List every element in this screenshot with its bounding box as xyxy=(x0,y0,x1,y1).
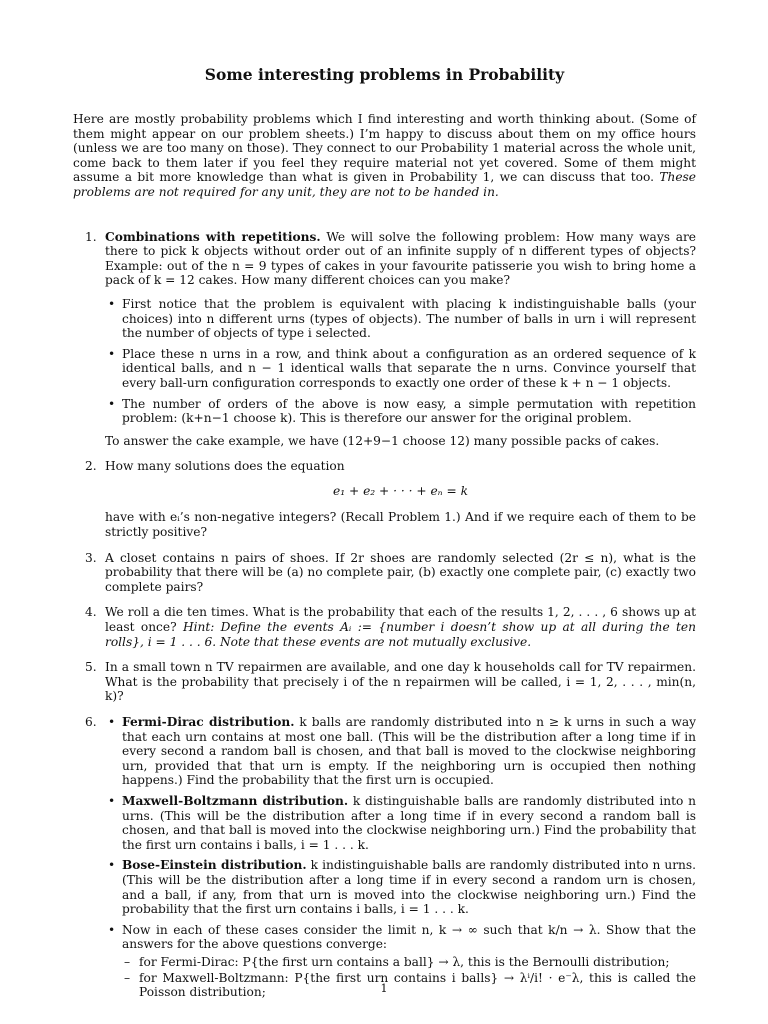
bullet-item xyxy=(105,858,696,916)
intro-paragraph xyxy=(73,112,696,200)
intro-italic-note: These problems are not required for any unit, they are not to be handed in. xyxy=(73,170,697,199)
problem-1-heading: Combinations with repetitions. xyxy=(105,229,321,244)
problem-5-text: In a small town n TV repairmen are available, and one day k households call for TV repairmen. What is the probability that precisely i of the n repairmen will be called, i = 1, 2, . . . , min(n, k)? xyxy=(105,660,696,704)
problem-2-text: How many solutions does the equation xyxy=(105,459,345,474)
problem-number: 2. xyxy=(85,459,97,474)
fermi-dirac-heading: Fermi-Dirac distribution. xyxy=(122,715,295,729)
paper-title: Some interesting problems in Probability xyxy=(204,65,565,84)
dash-item: – for Fermi-Dirac: P{the first urn contains a ball} → λ, this is the Bernoulli distribution; xyxy=(122,955,696,970)
bose-einstein-heading: Bose-Einstein distribution. xyxy=(122,858,307,873)
problem-6 xyxy=(73,715,696,1000)
problem-number: 3. xyxy=(85,550,97,565)
maxwell-boltzmann-heading: Maxwell-Boltzmann distribution. xyxy=(122,793,349,808)
page-number: 1 xyxy=(380,982,388,995)
bullet-item xyxy=(105,715,696,788)
limit-text: Now in each of these cases consider the limit n, k → ∞ such that k/n → λ. Show that the answers for the above questions converge: xyxy=(122,922,696,952)
problem-4-hint: Hint: Define the events Aᵢ := {number i doesn’t show up at all during the ten rolls}, i = 1 . . . 6. Note that these events are not mutually exclusive. xyxy=(105,620,696,649)
problem-3-text: A closet contains n pairs of shoes. If 2r shoes are randomly selected (2r ≤ n), what is the probability that there will be (a) no complete pair, (b) exactly one complete pair, (c) exactly two complete pairs? xyxy=(105,550,696,594)
problem-2-equation: e₁ + e₂ + · · · + eₙ = k xyxy=(333,483,468,498)
problem-5 xyxy=(73,660,696,704)
problem-1 xyxy=(73,230,696,449)
problem-3 xyxy=(73,551,696,595)
fermi-dirac-text: k balls are randomly distributed into n ≥ k urns in such a way that each urn contains at most one ball. (This will be the distribution after a long time if in every second a random ball is chosen, and that ball is moved to the clockwise neighboring urn, provided that that urn is empty. If the neighboring urn is occupied then nothing happens.) Find the probability that the first urn is occupied. xyxy=(122,715,697,788)
bullet-item: • First notice that the problem is equivalent with placing k indistinguishable balls (your choices) into n different urns (types of objects). The number of balls in urn i will represent the number of objects of type i selected. xyxy=(105,297,696,341)
bullet-item: • The number of orders of the above is now easy, a simple permutation with repetition problem: (k+n−1 choose k). This is therefore our answer for the original problem. xyxy=(105,397,696,426)
bullet-item xyxy=(105,794,696,852)
bullet-item: • Place these n urns in a row, and think about a configuration as an ordered sequence of k identical balls, and n − 1 identical walls that separate the n urns. Convince yourself that every ball-urn configuration corresponds to exactly one order of these k + n − 1 objects. xyxy=(105,347,696,391)
maxwell-boltzmann-text: k distinguishable balls are randomly distributed into n urns. (This will be the distribution after a long time if in every second a random ball is chosen, and that ball is moved into the clockwise neighboring urn.) Find the probability that the first urn contains i balls, i = 1 . . . k. xyxy=(122,793,697,852)
problem-2-after: have with eᵢ’s non-negative integers? (Recall Problem 1.) And if we require each of them to be strictly positive? xyxy=(105,510,696,540)
problem-1-bullets xyxy=(105,297,696,426)
problem-number: 1. xyxy=(85,229,97,244)
paper-page xyxy=(73,66,696,1011)
intro-text: Here are mostly probability problems which I find interesting and worth thinking about. (Some of them might appear on our problem sheets.) I’m happy to discuss about them on my office hours (unless we are too many on those). They connect to our Probability 1 material across the whole unit, come back to them later if you feel they require material not yet covered. Some of them might assume a bit more knowledge than what is given in Probability 1, we can discuss that too. xyxy=(73,112,696,185)
problem-number: 6. xyxy=(85,715,97,729)
problem-1-closing: To answer the cake example, we have (12+9−1 choose 12) many possible packs of cakes. xyxy=(105,433,660,448)
problem-1-text: We will solve the following problem: How many ways are there to pick k objects without order out of an infinite supply of n different types of objects? Example: out of the n = 9 types of cakes in your favourite patisserie you wish to bring home a pack of k = 12 cakes. How many different choices can you make? xyxy=(105,229,696,288)
problem-number: 5. xyxy=(85,660,97,675)
dash-item: – for Maxwell-Boltzmann: P{the first urn contains i balls} → λⁱ/i! · e⁻λ, this is called the Poisson distribution; xyxy=(122,971,696,1000)
problem-number: 4. xyxy=(85,605,97,620)
problem-6-bullets xyxy=(105,715,696,1000)
problem-list xyxy=(73,230,696,1000)
problem-2 xyxy=(73,459,696,539)
bose-einstein-text: k indistinguishable balls are randomly distributed into n urns. (This will be the distribution after a long time if in every second a random urn is chosen, and a ball, if any, from that urn is moved into the clockwise neighboring urn.) Find the probability that the first urn contains i balls, i = 1 . . . k. xyxy=(122,858,697,917)
problem-4-text: We roll a die ten times. What is the probability that each of the results 1, 2, . . . , 6 shows up at least once? xyxy=(105,605,696,635)
problem-4 xyxy=(73,605,696,649)
